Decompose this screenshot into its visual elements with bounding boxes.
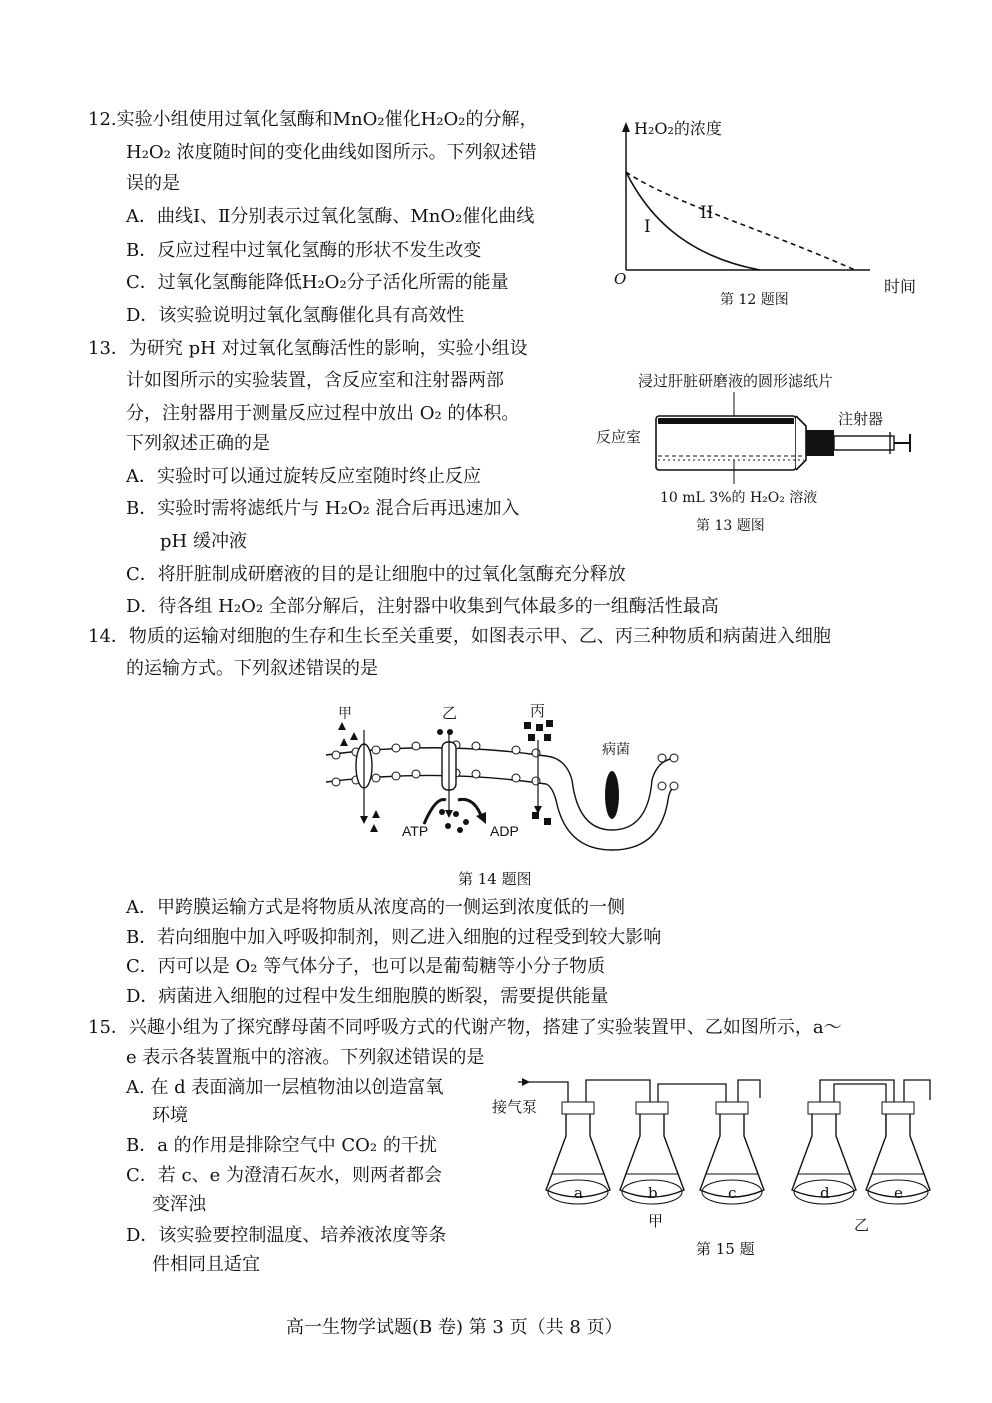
q15-flask-d xyxy=(792,1102,856,1204)
q13-stem-line4: 下列叙述正确的是 xyxy=(126,433,270,454)
q15-option-a: A. 在 d 表面滴加一层植物油以创造富氧 xyxy=(126,1077,444,1098)
q14-label-jia: 甲 xyxy=(338,706,352,722)
q15-flask-label: e xyxy=(894,1184,903,1202)
q12-stem-line3: 误的是 xyxy=(126,173,180,194)
q15-option-d-cont: 件相同且适宜 xyxy=(152,1254,260,1275)
q13-caption: 第 13 题图 xyxy=(696,518,765,534)
q15-option-a-cont: 环境 xyxy=(152,1105,188,1126)
q12-xlabel: 时间 xyxy=(884,277,917,296)
q15-option-b: B．a 的作用是排除空气中 CO₂ 的干扰 xyxy=(126,1135,437,1156)
q14-caption: 第 14 题图 xyxy=(458,870,532,888)
q14-label-yi: 乙 xyxy=(442,704,458,722)
q15-flask-label: d xyxy=(820,1184,830,1202)
q12-stem-line1: 12.实验小组使用过氧化氢酶和MnO₂催化H₂O₂的分解， xyxy=(88,109,538,130)
q14-label-atp: ATP xyxy=(402,823,429,839)
q14-label-bing: 丙 xyxy=(530,702,546,720)
q14-option-b: B．若向细胞中加入呼吸抑制剂，则乙进入细胞的过程受到较大影响 xyxy=(126,927,662,948)
q12-curve-2-label: II xyxy=(700,203,714,223)
q15-caption: 第 15 题 xyxy=(696,1240,755,1258)
q14-membrane-diagram xyxy=(316,700,686,850)
q13-option-b-cont: pH 缓冲液 xyxy=(160,531,247,552)
q13-solution-label: 10 mL 3%的 H₂O₂ 溶液 xyxy=(660,490,818,506)
q15-flask-b xyxy=(620,1102,684,1204)
q15-pump-label: 接气泵 xyxy=(492,1098,538,1116)
q12-curve-1-label: I xyxy=(644,217,651,237)
q12-graph xyxy=(600,110,930,310)
q14-stem-line2: 的运输方式。下列叙述错误的是 xyxy=(126,658,378,679)
q14-stem-line1: 14．物质的运输对细胞的生存和生长至关重要，如图表示甲、乙、丙三种物质和病菌进入细胞 xyxy=(88,626,831,647)
q15-label-jia: 甲 xyxy=(648,1212,664,1230)
q12-option-d: D．该实验说明过氧化氢酶催化具有高效性 xyxy=(126,305,465,326)
q14-option-c: C．丙可以是 O₂ 等气体分子，也可以是葡萄糖等小分子物质 xyxy=(126,956,606,977)
q15-option-c: C．若 c、e 为澄清石灰水，则两者都会 xyxy=(126,1165,442,1186)
q12-origin: O xyxy=(614,270,627,288)
page-footer: 高一生物学试题(B 卷) 第 3 页（共 8 页） xyxy=(286,1317,623,1338)
q12-option-c: C．过氧化氢酶能降低H₂O₂分子活化所需的能量 xyxy=(126,272,509,293)
q14-label-pathogen: 病菌 xyxy=(602,742,630,758)
q15-stem-line1: 15．兴趣小组为了探究酵母菌不同呼吸方式的代谢产物，搭建了实验装置甲、乙如图所示，a～ xyxy=(88,1017,842,1038)
q15-label-yi: 乙 xyxy=(854,1216,870,1234)
q15-flask-label: b xyxy=(648,1184,658,1202)
q12-ylabel: H₂O₂的浓度 xyxy=(634,119,722,138)
q12-caption: 第 12 题图 xyxy=(720,292,789,308)
q13-option-b: B．实验时需将滤纸片与 H₂O₂ 混合后再迅速加入 xyxy=(126,498,520,519)
q15-flask-e xyxy=(866,1102,930,1204)
q13-option-d: D．待各组 H₂O₂ 全部分解后，注射器中收集到气体最多的一组酶活性最高 xyxy=(126,596,719,617)
q13-option-a: A．实验时可以通过旋转反应室随时终止反应 xyxy=(126,466,481,487)
q12-option-b: B．反应过程中过氧化氢酶的形状不发生改变 xyxy=(126,240,482,261)
q15-flask-a xyxy=(546,1102,610,1204)
q15-flask-label: c xyxy=(728,1184,737,1202)
q13-filter-label: 浸过肝脏研磨液的圆形滤纸片 xyxy=(638,372,834,390)
q13-chamber-label: 反应室 xyxy=(596,428,642,446)
q15-option-c-cont: 变浑浊 xyxy=(152,1194,206,1215)
q12-option-a: A．曲线Ⅰ、Ⅱ分别表示过氧化氢酶、MnO₂催化曲线 xyxy=(126,206,535,227)
q13-apparatus xyxy=(592,370,922,540)
q15-apparatus xyxy=(490,1070,930,1260)
q15-option-d: D．该实验要控制温度、培养液浓度等条 xyxy=(126,1225,447,1246)
q15-flask-c xyxy=(700,1102,764,1204)
q15-flask-label: a xyxy=(574,1184,583,1202)
q13-stem-line3: 分，注射器用于测量反应过程中放出 O₂ 的体积。 xyxy=(126,403,520,424)
q12-stem-line2: H₂O₂ 浓度随时间的变化曲线如图所示。下列叙述错 xyxy=(126,142,537,163)
q13-option-c: C．将肝脏制成研磨液的目的是让细胞中的过氧化氢酶充分释放 xyxy=(126,564,626,585)
q14-option-a: A．甲跨膜运输方式是将物质从浓度高的一侧运到浓度低的一侧 xyxy=(126,897,625,918)
q14-label-adp: ADP xyxy=(490,823,519,839)
q13-stem-line1: 13．为研究 pH 对过氧化氢酶活性的影响，实验小组设 xyxy=(88,338,528,359)
q15-stem-line2: e 表示各装置瓶中的溶液。下列叙述错误的是 xyxy=(126,1047,485,1068)
q13-stem-line2: 计如图所示的实验装置，含反应室和注射器两部 xyxy=(126,370,504,391)
q13-syringe-label: 注射器 xyxy=(838,410,884,428)
q14-option-d: D．病菌进入细胞的过程中发生细胞膜的断裂，需要提供能量 xyxy=(126,986,609,1007)
